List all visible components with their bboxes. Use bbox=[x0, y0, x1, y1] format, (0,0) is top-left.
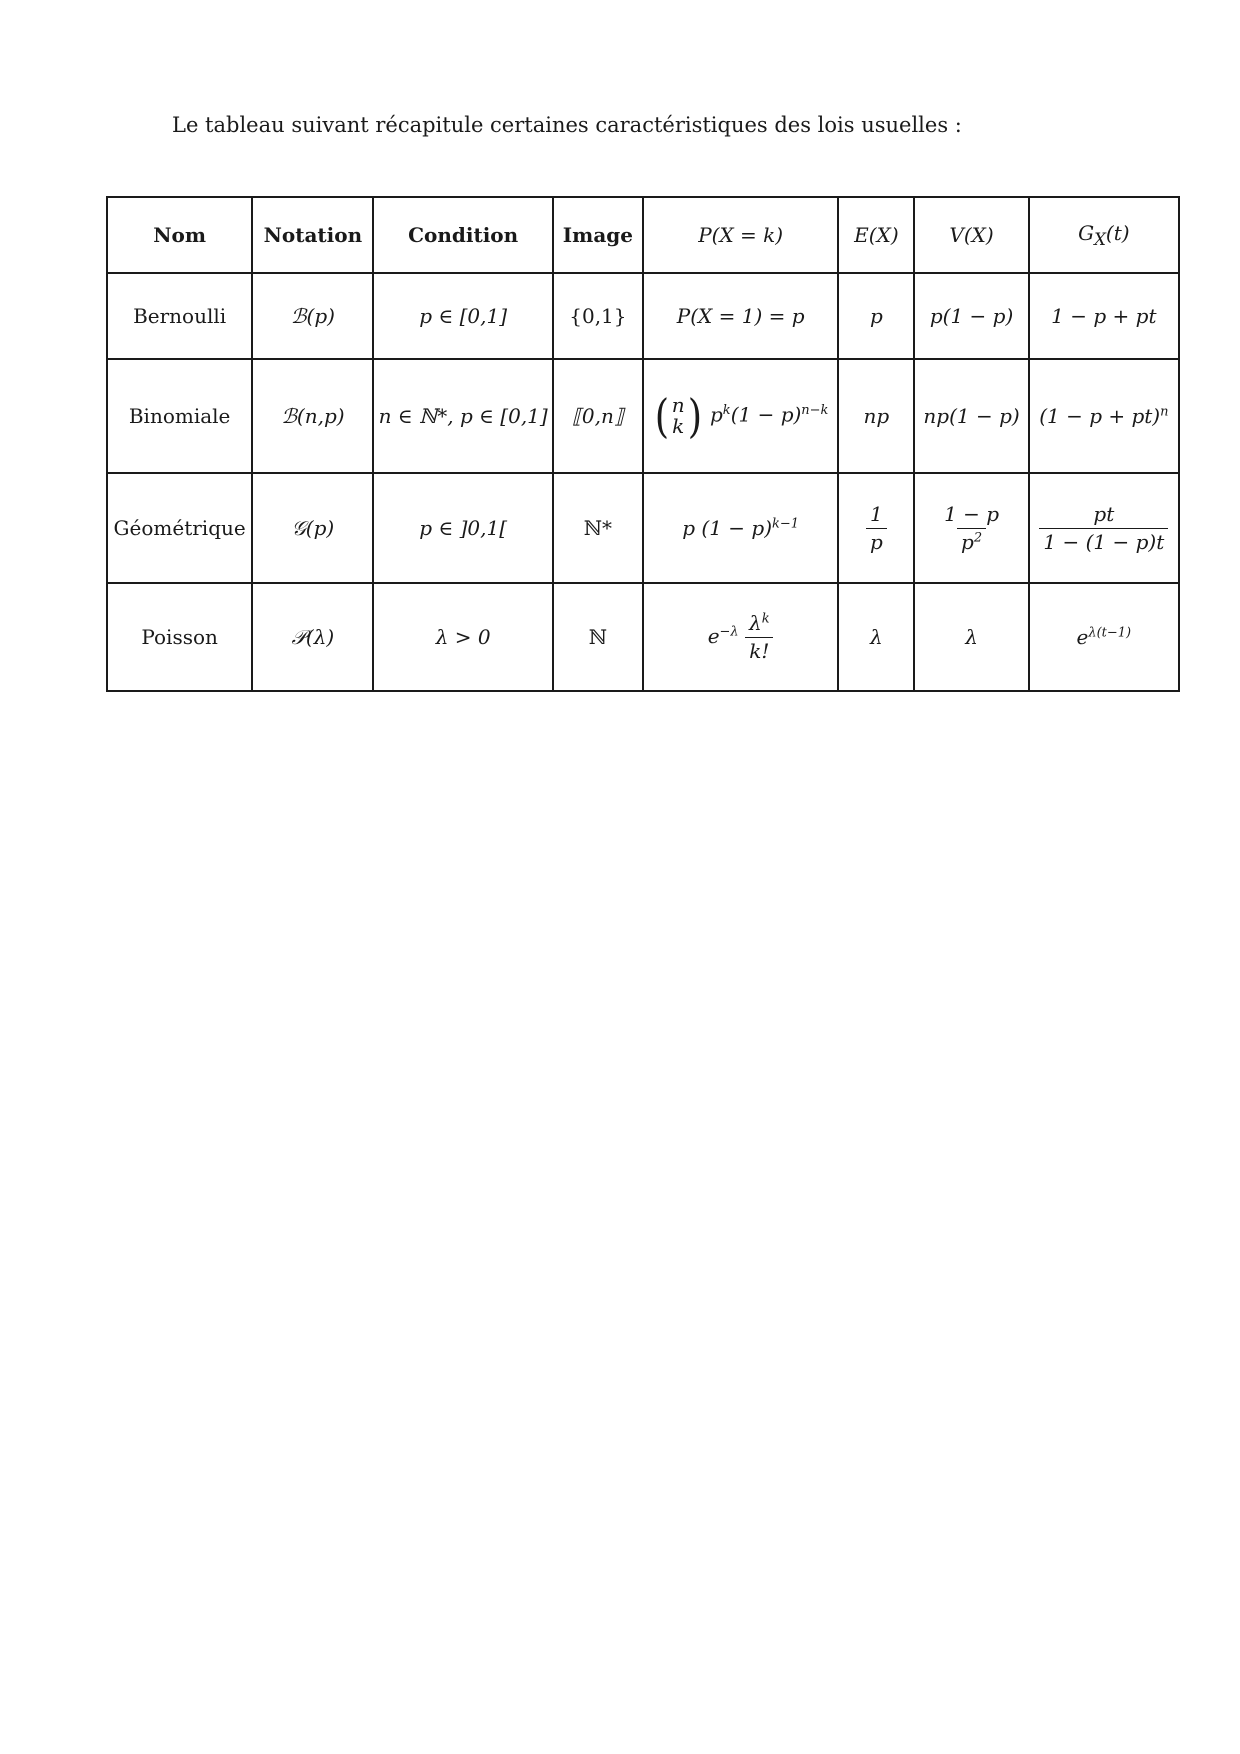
distributions-table bbox=[106, 196, 1180, 692]
cell-condition: λ > 0 bbox=[373, 583, 552, 691]
cell-nom: Poisson bbox=[107, 583, 252, 691]
cell-pmf: ( n k ) $p^k(1 - p)^{n-k}$ bbox=[643, 359, 838, 473]
table-row bbox=[107, 473, 1179, 583]
cell-mean bbox=[838, 473, 914, 583]
cell-image: ℕ bbox=[553, 583, 643, 691]
fraction: $\frac{\lambda^k}{k!}$ bbox=[745, 612, 774, 663]
cell-mean: λ bbox=[838, 583, 914, 691]
header-condition: Condition bbox=[373, 197, 552, 273]
header-generating-function: $G_X(t)$ bbox=[1029, 197, 1179, 273]
header-variance: V(X) bbox=[914, 197, 1028, 273]
cell-condition: p ∈ [0,1] bbox=[373, 273, 552, 359]
cell-mean: np bbox=[838, 359, 914, 473]
fraction: $\frac{1}{p}$ bbox=[866, 503, 887, 554]
cell-notation: 𝒫(λ) bbox=[252, 583, 373, 691]
cell-variance: p(1 − p) bbox=[914, 273, 1028, 359]
cell-nom: Bernoulli bbox=[107, 273, 252, 359]
cell-nom: Binomiale bbox=[107, 359, 252, 473]
cell-variance bbox=[914, 473, 1028, 583]
cell-image: {0,1} bbox=[553, 273, 643, 359]
cell-generating-function: 1 − p + pt bbox=[1029, 273, 1179, 359]
cell-generating-function: (1 − p + pt)$^n$ bbox=[1029, 359, 1179, 473]
cell-variance: λ bbox=[914, 583, 1028, 691]
header-nom: Nom bbox=[107, 197, 252, 273]
table-row bbox=[107, 273, 1179, 359]
table-header-row bbox=[107, 197, 1179, 273]
header-image: Image bbox=[553, 197, 643, 273]
cell-pmf: p $(1 - p)^{k-1}$ bbox=[643, 473, 838, 583]
cell-variance: np(1 − p) bbox=[914, 359, 1028, 473]
cell-image: ⟦0,n⟧ bbox=[553, 359, 643, 473]
table-row bbox=[107, 583, 1179, 691]
binomial-coefficient: ( n k ) bbox=[654, 389, 702, 443]
cell-generating-function bbox=[1029, 473, 1179, 583]
cell-generating-function: $e^{\lambda(t-1)}$ bbox=[1029, 583, 1179, 691]
cell-notation: ℬ(p) bbox=[252, 273, 373, 359]
fraction: $\frac{1 - p}{p^2}$ bbox=[944, 501, 1000, 554]
cell-nom: Géométrique bbox=[107, 473, 252, 583]
cell-condition: p ∈ ]0,1[ bbox=[373, 473, 552, 583]
cell-notation: 𝒢(p) bbox=[252, 473, 373, 583]
cell-pmf: P(X = 1) = p bbox=[643, 273, 838, 359]
table-row bbox=[107, 359, 1179, 473]
cell-image: ℕ* bbox=[553, 473, 643, 583]
header-notation: Notation bbox=[252, 197, 373, 273]
fraction: $\frac{pt}{1 - (1 - p)t}$ bbox=[1039, 503, 1168, 554]
cell-pmf: $e^{-\lambda}$ $\frac{\lambda^k}{k!}$ bbox=[643, 583, 838, 691]
header-pmf: P(X = k) bbox=[643, 197, 838, 273]
intro-text: Le tableau suivant récapitule certaines caractéristiques des lois usuelles : bbox=[172, 113, 962, 137]
cell-notation: ℬ(n,p) bbox=[252, 359, 373, 473]
cell-mean: p bbox=[838, 273, 914, 359]
header-mean: E(X) bbox=[838, 197, 914, 273]
cell-condition: n ∈ ℕ*, p ∈ [0,1] bbox=[373, 359, 552, 473]
